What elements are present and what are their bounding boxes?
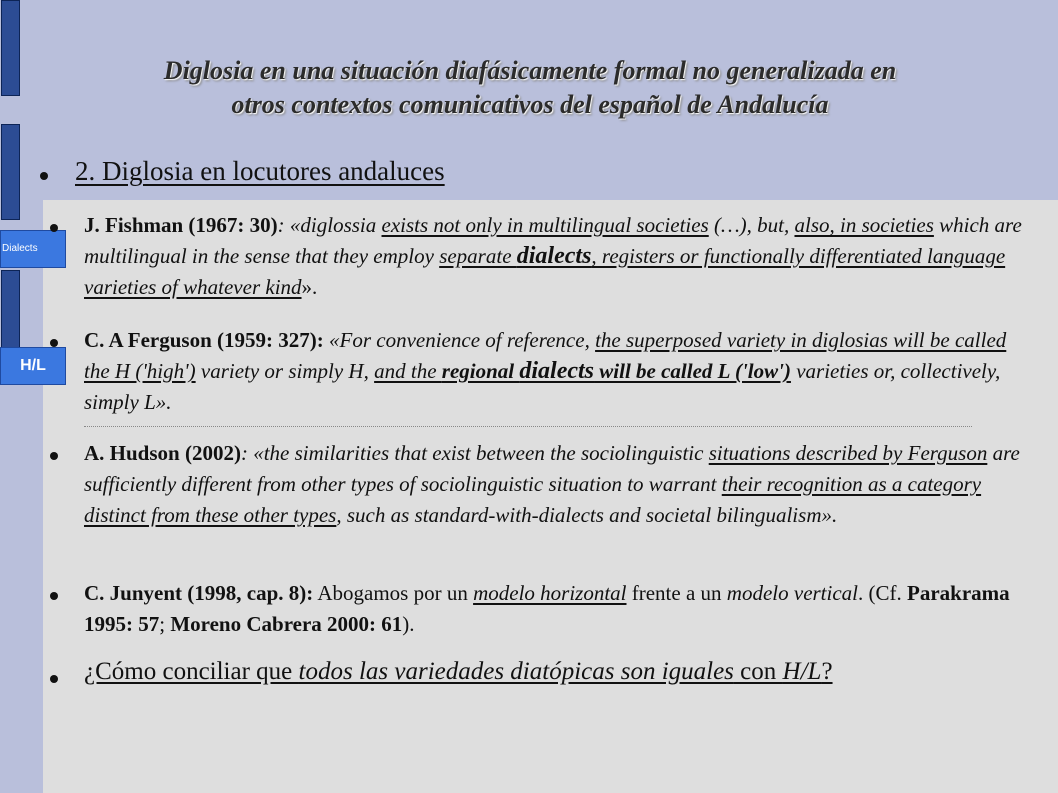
title-line-2: otros contextos comunicativos del español de Andalucía	[231, 90, 829, 119]
bullet-icon	[50, 592, 58, 600]
text: dialects	[516, 243, 592, 269]
side-bar-2	[1, 124, 20, 220]
text: , such as standard-with-dialects and societal bilingualism».	[336, 503, 838, 527]
text: exists not only in multilingual societies	[381, 213, 709, 237]
divider	[84, 426, 972, 427]
author-hudson: A. Hudson (2002)	[84, 441, 241, 465]
text: modelo horizontal	[473, 581, 627, 605]
text: todos las variedades diatópicas son iguales	[298, 658, 734, 685]
bullet-icon	[40, 172, 48, 180]
section-heading: 2. Diglosia en locutores andaluces	[75, 156, 445, 186]
text: regional	[441, 359, 520, 383]
closing-question	[84, 658, 833, 686]
text: the superposed variety in diglosias will be called the H ('high')	[84, 328, 1007, 383]
bullet-icon	[50, 452, 58, 460]
author-fishman: J. Fishman (1967: 30)	[84, 213, 278, 237]
title-line-1: Diglosia en una situación diafásicamente formal no generalizada en	[163, 56, 897, 85]
text: . (Cf.	[858, 581, 908, 605]
text: Parakrama 1995: 57	[84, 581, 1010, 636]
author-ferguson: C. A Ferguson (1959: 327):	[84, 328, 329, 352]
text: variety or simply H,	[195, 359, 375, 383]
text: situations described by Ferguson	[708, 441, 988, 465]
quote-fishman	[84, 210, 1034, 303]
text: H/L	[782, 658, 822, 685]
text: «For convenience of reference,	[329, 328, 596, 352]
text	[374, 359, 791, 383]
text: Abogamos por un	[313, 581, 474, 605]
bullet-icon	[50, 224, 58, 232]
side-bar-1	[1, 0, 20, 96]
left-strip	[0, 0, 43, 793]
page-title	[60, 54, 1000, 122]
tab-dialects[interactable]: Dialects	[0, 230, 66, 268]
text: ).	[402, 612, 415, 636]
text: modelo vertical	[726, 581, 859, 605]
text: ?	[821, 658, 833, 685]
text: their recognition as a category distinct from these other types	[84, 472, 982, 527]
side-bar-3	[1, 270, 20, 348]
text: frente a un	[626, 581, 727, 605]
text: : «diglossia	[277, 213, 382, 237]
text: con	[733, 658, 783, 685]
text: ;	[159, 612, 171, 636]
bullet-icon	[50, 675, 58, 683]
tab-hl[interactable]: H/L	[0, 347, 66, 385]
quote-ferguson	[84, 325, 1034, 418]
text: and the	[374, 359, 442, 383]
text: varieties or, collectively, simply L».	[84, 359, 1001, 414]
quote-junyent	[84, 578, 1034, 640]
quote-hudson	[84, 438, 1034, 531]
text: ».	[301, 275, 318, 299]
text: dialects	[519, 358, 595, 384]
author-junyent: C. Junyent (1998, cap. 8):	[84, 581, 314, 605]
text: ¿Cómo conciliar que	[84, 658, 299, 685]
bullet-icon	[50, 339, 58, 347]
text: are sufficiently different from other types of sociolinguistic situation to warrant	[84, 441, 1020, 496]
text: which are multilingual in the sense that they employ	[84, 213, 1022, 268]
text: , registers or functionally differentiated language varieties of whatever kind	[84, 244, 1006, 299]
text: also, in societies	[794, 213, 934, 237]
text: (…), but,	[708, 213, 795, 237]
text: Moreno Cabrera 2000: 61	[170, 612, 403, 636]
text: separate	[439, 244, 517, 268]
text: : «the similarities that exist between the sociolinguistic	[240, 441, 709, 465]
text: will be called L ('low')	[594, 359, 791, 383]
